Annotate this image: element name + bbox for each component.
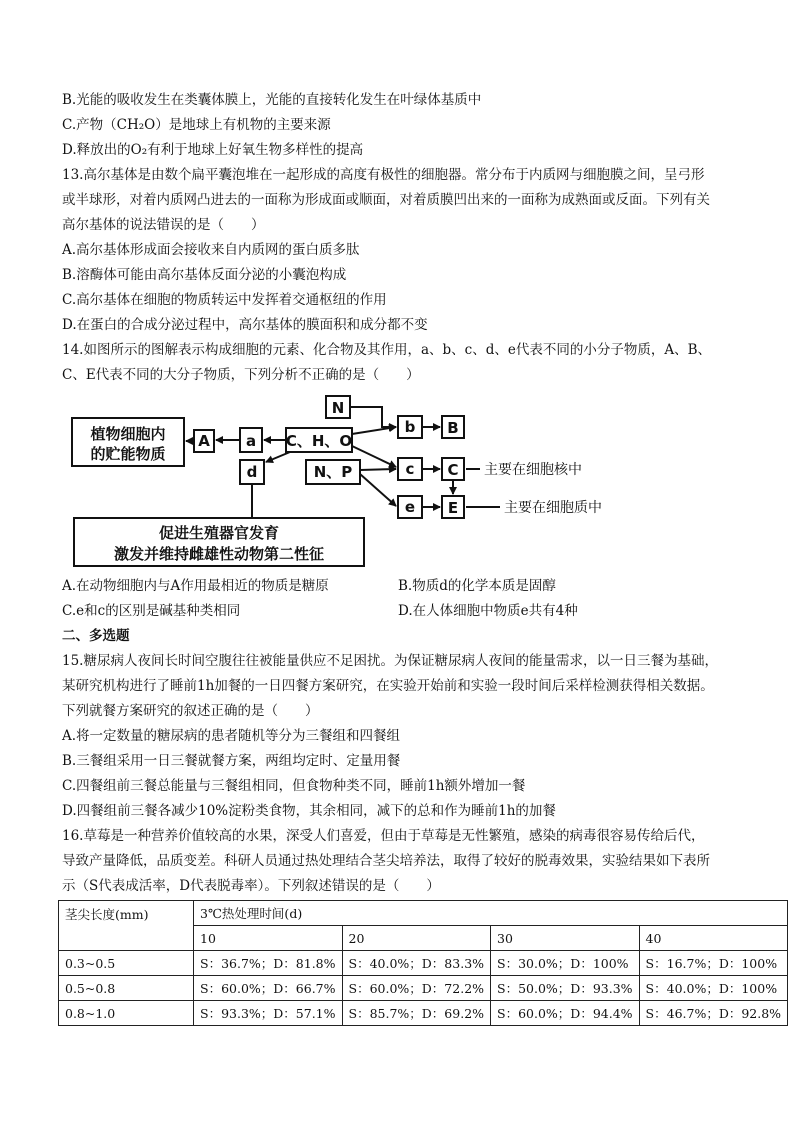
q15-option-a: A.将一定数量的糖尿病的患者随机等分为三餐组和四餐组 xyxy=(62,728,401,744)
q14-option-d: D.在人体细胞中物质e共有4种 xyxy=(398,603,578,619)
header-day: 30 xyxy=(491,926,640,951)
header-stem-length: 茎尖长度(mm) xyxy=(59,901,194,951)
q15-stem-line1: 15.糖尿病人夜间长时间空腹往往被能量供应不足困扰。为保证糖尿病人夜间的能量需求，以一日三餐为基础， xyxy=(62,653,718,669)
table-cell: S：60.0%；D：72.2% xyxy=(342,976,491,1001)
q16-stem-line3: 示（S代表成活率，D代表脱毒率）。下列叙述错误的是（ ） xyxy=(62,878,440,894)
function-label-line1: 促进生殖器官发育 xyxy=(158,524,280,542)
q15-option-d: D.四餐组前三餐各减少10%淀粉类食物，其余相同，减下的总和作为睡前1h的加餐 xyxy=(62,803,556,819)
label-E: E xyxy=(447,499,459,517)
label-N: N xyxy=(331,399,345,417)
q14-option-c: C.e和c的区别是碱基种类相同 xyxy=(62,603,241,619)
biomolecule-diagram xyxy=(62,390,702,572)
q14-stem-line1: 14.如图所示的图解表示构成细胞的元素、化合物及其作用，a、b、c、d、e代表不同的小分子物质，A、B、 xyxy=(62,342,712,358)
q13-option-a: A.高尔基体形成面会接收来自内质网的蛋白质多肽 xyxy=(62,242,360,258)
label-e: e xyxy=(404,498,416,516)
table-cell: S：40.0%；D：83.3% xyxy=(342,951,491,976)
table-row xyxy=(59,976,788,1001)
table-cell: S：50.0%；D：93.3% xyxy=(491,976,640,1001)
header-day: 40 xyxy=(639,926,788,951)
q13-option-c: C.高尔基体在细胞的物质转运中发挥着交通枢纽的作用 xyxy=(62,292,387,308)
row-stem-length: 0.8~1.0 xyxy=(59,1001,194,1026)
function-label-line2: 激发并维持雌雄性动物第二性征 xyxy=(113,545,325,563)
q13-stem-line2: 或半球形，对着内质网凸进去的一面称为形成面或顺面，对着质膜凹出来的一面称为成熟面或反面。下列有关 xyxy=(62,192,710,208)
table-cell: S：36.7%；D：81.8% xyxy=(194,951,343,976)
cytoplasm-label: 主要在细胞质中 xyxy=(504,500,602,516)
label-c: c xyxy=(405,460,415,478)
q14-option-b: B.物质d的化学本质是固醇 xyxy=(398,578,556,594)
q13-stem-line3: 高尔基体的说法错误的是（ ） xyxy=(62,217,265,233)
header-day: 20 xyxy=(342,926,491,951)
table-cell: S：60.0%；D：94.4% xyxy=(491,1001,640,1026)
table-cell: S：93.3%；D：57.1% xyxy=(194,1001,343,1026)
label-CHO: C、H、O xyxy=(285,432,353,450)
q16-stem-line1: 16.草莓是一种营养价值较高的水果，深受人们喜爱，但由于草莓是无性繁殖，感染的病毒很容易传给后代， xyxy=(62,828,705,844)
header-day: 10 xyxy=(194,926,343,951)
row-stem-length: 0.3~0.5 xyxy=(59,951,194,976)
table-cell: S：60.0%；D：66.7% xyxy=(194,976,343,1001)
label-d: d xyxy=(246,463,258,481)
q13-option-b: B.溶酶体可能由高尔基体反面分泌的小囊泡构成 xyxy=(62,267,347,283)
row-stem-length: 0.5~0.8 xyxy=(59,976,194,1001)
storage-label-line1: 植物细胞内 xyxy=(90,425,166,443)
q15-stem-line3: 下列就餐方案研究的叙述正确的是（ ） xyxy=(62,703,319,719)
nucleus-label: 主要在细胞核中 xyxy=(484,462,582,478)
detox-results-table xyxy=(58,900,788,1026)
table-cell: S：30.0%；D：100% xyxy=(491,951,640,976)
table-row xyxy=(59,951,788,976)
table-cell: S：40.0%；D：100% xyxy=(639,976,788,1001)
table-cell: S：46.7%；D：92.8% xyxy=(639,1001,788,1026)
q12-option-b: B.光能的吸收发生在类囊体膜上，光能的直接转化发生在叶绿体基质中 xyxy=(62,92,482,108)
q15-option-b: B.三餐组采用一日三餐就餐方案，两组均定时、定量用餐 xyxy=(62,753,401,769)
q15-stem-line2: 某研究机构进行了睡前1h加餐的一日四餐方案研究，在实验开始前和实验一段时间后采样检测获得相关数据。 xyxy=(62,678,714,694)
table-cell: S：85.7%；D：69.2% xyxy=(342,1001,491,1026)
q15-option-c: C.四餐组前三餐总能量与三餐组相同，但食物种类不同，睡前1h额外增加一餐 xyxy=(62,778,526,794)
label-B: B xyxy=(447,419,459,437)
table-row xyxy=(59,1001,788,1026)
section-heading-multiple-choice: 二、多选题 xyxy=(62,628,130,644)
q13-option-d: D.在蛋白的合成分泌过程中，高尔基体的膜面积和成分都不变 xyxy=(62,317,428,333)
label-a: a xyxy=(245,432,257,450)
q14-option-a: A.在动物细胞内与A作用最相近的物质是糖原 xyxy=(62,578,329,594)
q16-stem-line2: 导致产量降低，品质变差。科研人员通过热处理结合茎尖培养法，取得了较好的脱毒效果，实验结果如下表所 xyxy=(62,853,710,869)
q14-stem-line2: C、E代表不同的大分子物质，下列分析不正确的是（ ） xyxy=(62,367,420,383)
label-b: b xyxy=(404,418,416,436)
storage-label-line2: 的贮能物质 xyxy=(90,445,166,463)
table-cell: S：16.7%；D：100% xyxy=(639,951,788,976)
label-A: A xyxy=(198,432,210,450)
q13-stem-line1: 13.高尔基体是由数个扁平囊泡堆在一起形成的高度有极性的细胞器。常分布于内质网与细胞膜之间，呈弓形 xyxy=(62,167,705,183)
q12-option-d: D.释放出的O₂有利于地球上好氧生物多样性的提高 xyxy=(62,142,364,158)
table-header-row xyxy=(59,901,788,926)
label-NP: N、P xyxy=(313,463,353,481)
q12-option-c: C.产物（CH₂O）是地球上有机物的主要来源 xyxy=(62,117,331,133)
header-heat-treatment-time: 3℃热处理时间(d) xyxy=(194,901,788,926)
label-C: C xyxy=(447,461,459,479)
